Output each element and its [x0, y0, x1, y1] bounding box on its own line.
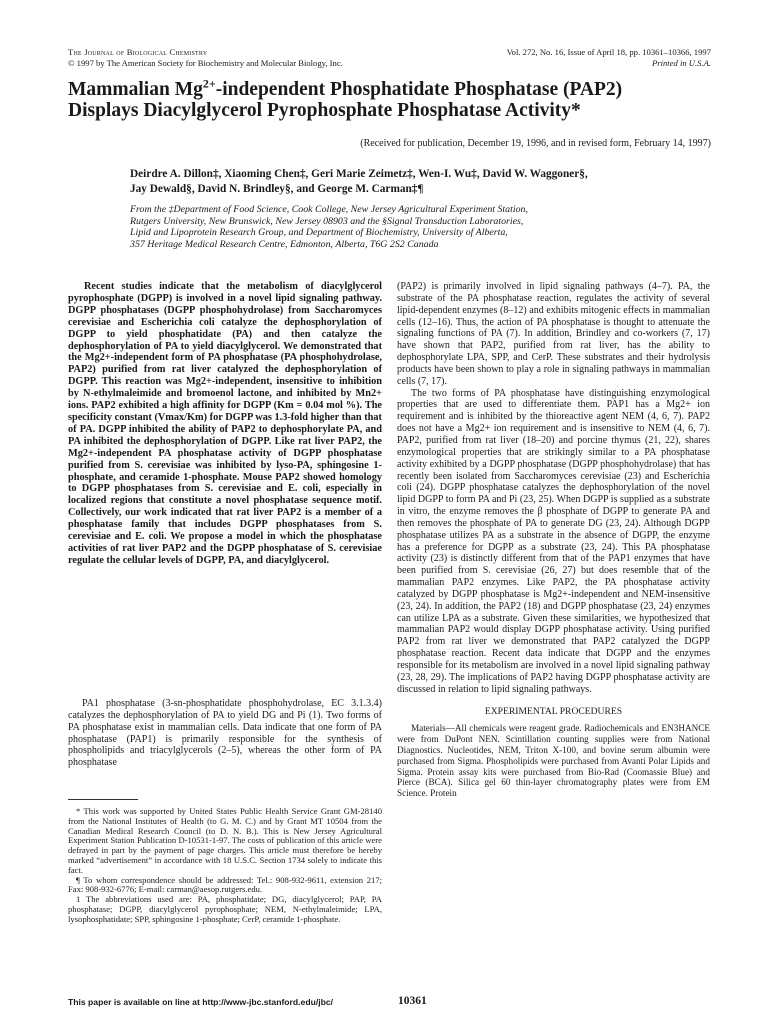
intro-paragraph-cont: (PAP2) is primarily involved in lipid signaling pathways (4–7). PA, the substrate of the PA phosphatase reaction, regulates the activity of several lipid-dependent enzymes (8–12) and exhibits mitogenic effects in mammalian cells (12–16). Thus, the action of PA phosphatase is thought to attenuate the signaling functions of PA (7). In addition, Brindley and co-workers (7, 17) have shown that PAP2, purified from rat liver, has the ability to dephosphorylate LPA, SPP, and CerP. These substrates and their hydrolysis products have been shown to play a role in signaling pathways in mammalian cells (7, 17). — [397, 281, 710, 387]
footnote-abbreviations: 1 The abbreviations used are: PA, phosphatidate; DG, diacylglycerol; PAP, PA phosphatase; DGPP, diacylglycerol pyrophosphate; NEM, N-ethylmaleimide; LPA, lysophosphatidate; SPP, sphingosine 1-phosphate; CerP, ceramide 1-phosphate. — [68, 894, 382, 924]
authors-line2: Jay Dewald§, David N. Brindley§, and George M. Carman‡¶ — [130, 183, 424, 195]
materials-paragraph: Materials—All chemicals were reagent grade. Radiochemicals and EN3HANCE were from DuPont NEN. Scintillation counting supplies were from National Diagnostics. Nucleotides, NEM, Triton X-100, and bovine serum albumin were purchased from Sigma. Phospholipids were purchased from Avanti Polar Lipids and Sigma. Protein assay kits were purchased from Bio-Rad (Coomassie Blue) and Pierce (BCA). Silica gel 60 thin-layer chromatography plates were from EM Science. Protein — [397, 723, 710, 799]
title-line1-pre: Mammalian Mg — [68, 79, 203, 100]
footnote-divider — [68, 799, 138, 800]
issue-header — [507, 47, 711, 68]
footnote-funding: * This work was supported by United States Public Health Service Grant GM-28140 from the National Institutes of Health (to G. M. C.) and by Grant MT 10504 from the Canadian Medical Research Council (to D. N. B.). This is New Jersey Agricultural Experiment Station Publication D-10531-1-97. The costs of publication of this article were defrayed in part by the payment of page charges. This article must therefore be hereby marked “advertisement” in accordance with 18 U.S.C. Section 1734 solely to indicate this fact. — [68, 806, 382, 875]
author-list — [130, 167, 730, 197]
received-dates: (Received for publication, December 19, 1996, and in revised form, February 14, 1997) — [360, 138, 711, 149]
footnote-correspondence: ¶ To whom correspondence should be addressed: Tel.: 908-932-9611, extension 217; Fax: 908-932-6776; E-mail: carman@aesop.rutgers.edu. — [68, 874, 382, 895]
intro-left-column — [68, 698, 382, 769]
intro-paragraph: The two forms of PA phosphatase have distinguishing enzymological properties that are used to differentiate them. PAP1 has a Mg2+ ion requirement and is inhibited by the thioreactive agent NEM (4, 6, 7). PAP2 does not have a Mg2+ ion requirement and is insensitive to NEM (4, 6, 7). PAP2, purified from rat liver (18–20) and porcine thymus (21, 22), shares enzymological properties that are strikingly similar to a PA phosphatase activity exhibited by a DGPP phosphatase (DGPP phosphohydrolase) that has recently been isolated from Saccharomyces cerevisiae (23) and Escherichia coli (24). DGPP phosphatase catalyzes the dephosphorylation of the novel lipid DGPP to form PA and Pi (23, 25). When DGPP is supplied as a substrate in vitro, the enzyme removes the β phosphate of DGPP to generate PA and then removes the phosphate of PA to generate DG (23, 24). Although DGPP phosphatase utilizes PA as a substrate in the absence of DGPP, the enzyme has a preference for DGPP as a substrate (23, 24). This PA phosphatase activity (23) is distinctly different from that of the PAP1 enzymes that have been purified from S. cerevisiae (26, 27) but does resemble that of the mammalian PAP2 enzymes. Like PAP2, the PA phosphatase activity catalyzed by DGPP phosphatase is Mg2+-independent and NEM-insensitive (23, 24). In addition, the PAP2 (18) and DGPP phosphatase (23, 24) enzymes can utilize LPA as a substrate. Given these similarities, we hypothesized that mammalian PAP2 would display DGPP phosphatase activity. Using purified PAP2 from rat liver we demonstrated that PAP2 catalyzed the DGPP phosphatase reaction. Recent data indicate that DGPP and the enzymes responsible for its metabolism are involved in a novel lipid signaling pathway (23, 28, 29). The implications of PAP2 having DGPP phosphatase activity are discussed in relation to lipid signaling pathways. — [397, 387, 710, 695]
title-line2: Displays Diacylglycerol Pyrophosphate Phosphatase Activity* — [68, 100, 581, 121]
footnotes — [68, 807, 382, 925]
title-superscript: 2+ — [202, 76, 216, 91]
abstract-text: Recent studies indicate that the metabolism of diacylglycerol pyrophosphate (DGPP) is involved in a novel lipid signaling pathway. DGPP phosphatases (DGPP phosphohydrolase) from Saccharomyces cerevisiae and Escherichia coli catalyze the dephosphorylation of DGPP to yield phosphatidate (PA) and then catalyze the dephosphorylation of PA to yield diacylglycerol. We demonstrated that the Mg2+-independent form of PA phosphatase (PA phosphohydrolase, PAP2) purified from rat liver catalyzed the dephosphorylation of DGPP. This reaction was Mg2+-independent, insensitive to inhibition by N-ethylmaleimide and bromoenol lactone, and inhibited by Mn2+ ions. PAP2 exhibited a high affinity for DGPP (Km = 0.04 mol %). The specificity constant (Vmax/Km) for DGPP was 1.3-fold higher than that of PA. DGPP inhibited the ability of PAP2 to dephosphorylate PA, and PA inhibited the dephosphorylation of DGPP. Like rat liver PAP2, the Mg2+-independent PA phosphatase activity of DGPP phosphatase purified from S. cerevisiae was inhibited by lyso-PA, sphingosine 1-phosphate, and ceramide 1-phosphate. Mouse PAP2 showed homology to DGPP phosphatases from S. cerevisiae and E. coli, especially in localized regions that constitute a novel phosphatase sequence motif. Collectively, our work indicated that rat liver PAP2 is a member of a phosphatase family that includes DGPP phosphatases from S. cerevisiae and E. coli. We propose a model in which the phosphatase activities of rat liver PAP2 and the DGPP phosphatase of S. cerevisiae regulate the cellular levels of DGPP, PA, and diacylglycerol. — [68, 281, 382, 566]
online-availability: This paper is available on line at http://www-jbc.stanford.edu/jbc/ — [68, 997, 334, 1007]
affiliation-line: 357 Heritage Medical Research Centre, Edmonton, Alberta, T6G 2S2 Canada — [130, 238, 439, 250]
title-line1-post: -independent Phosphatidate Phosphatase (PAP2) — [215, 79, 623, 100]
printed-in: Printed in U.S.A. — [652, 57, 711, 68]
volume-info: Vol. 272, No. 16, Issue of April 18, pp. 10361–10366, 1997 — [506, 47, 711, 57]
abstract — [68, 281, 382, 567]
journal-name: The Journal of Biological Chemistry — [68, 47, 208, 57]
affiliation-line: Lipid and Lipoprotein Research Group, and Department of Biochemistry, University of Alberta, — [130, 227, 508, 239]
intro-right-column — [397, 281, 710, 799]
affiliation-line: Rutgers University, New Brunswick, New Jersey 08903 and the §Signal Transduction Laboratories, — [130, 215, 524, 227]
intro-paragraph: PA1 phosphatase (3-sn-phosphatidate phosphohydrolase, EC 3.1.3.4) catalyzes the dephosphorylation of PA to yield DG and Pi (1). Two forms of PA phosphatase exist in mammalian cells. Data indicate that one form of PA phosphatase (PAP1) is primarily responsible for the synthesis of phospholipids and triacylglycerols (2–5), whereas the other form of PA phosphatase — [68, 698, 382, 769]
article-title — [68, 76, 728, 121]
authors-line1: Deirdre A. Dillon‡, Xiaoming Chen‡, Geri Marie Zeimetz‡, Wen-I. Wu‡, David W. Waggoner§, — [130, 168, 588, 180]
section-heading: EXPERIMENTAL PROCEDURES — [484, 705, 623, 717]
affiliations — [130, 204, 730, 250]
journal-header — [68, 47, 343, 68]
copyright-line: © 1997 by The American Society for Biochemistry and Molecular Biology, Inc. — [68, 57, 343, 68]
affiliation-line: From the ‡Department of Food Science, Cook College, New Jersey Agricultural Experiment Station, — [130, 204, 528, 215]
page-number: 10361 — [398, 995, 427, 1007]
